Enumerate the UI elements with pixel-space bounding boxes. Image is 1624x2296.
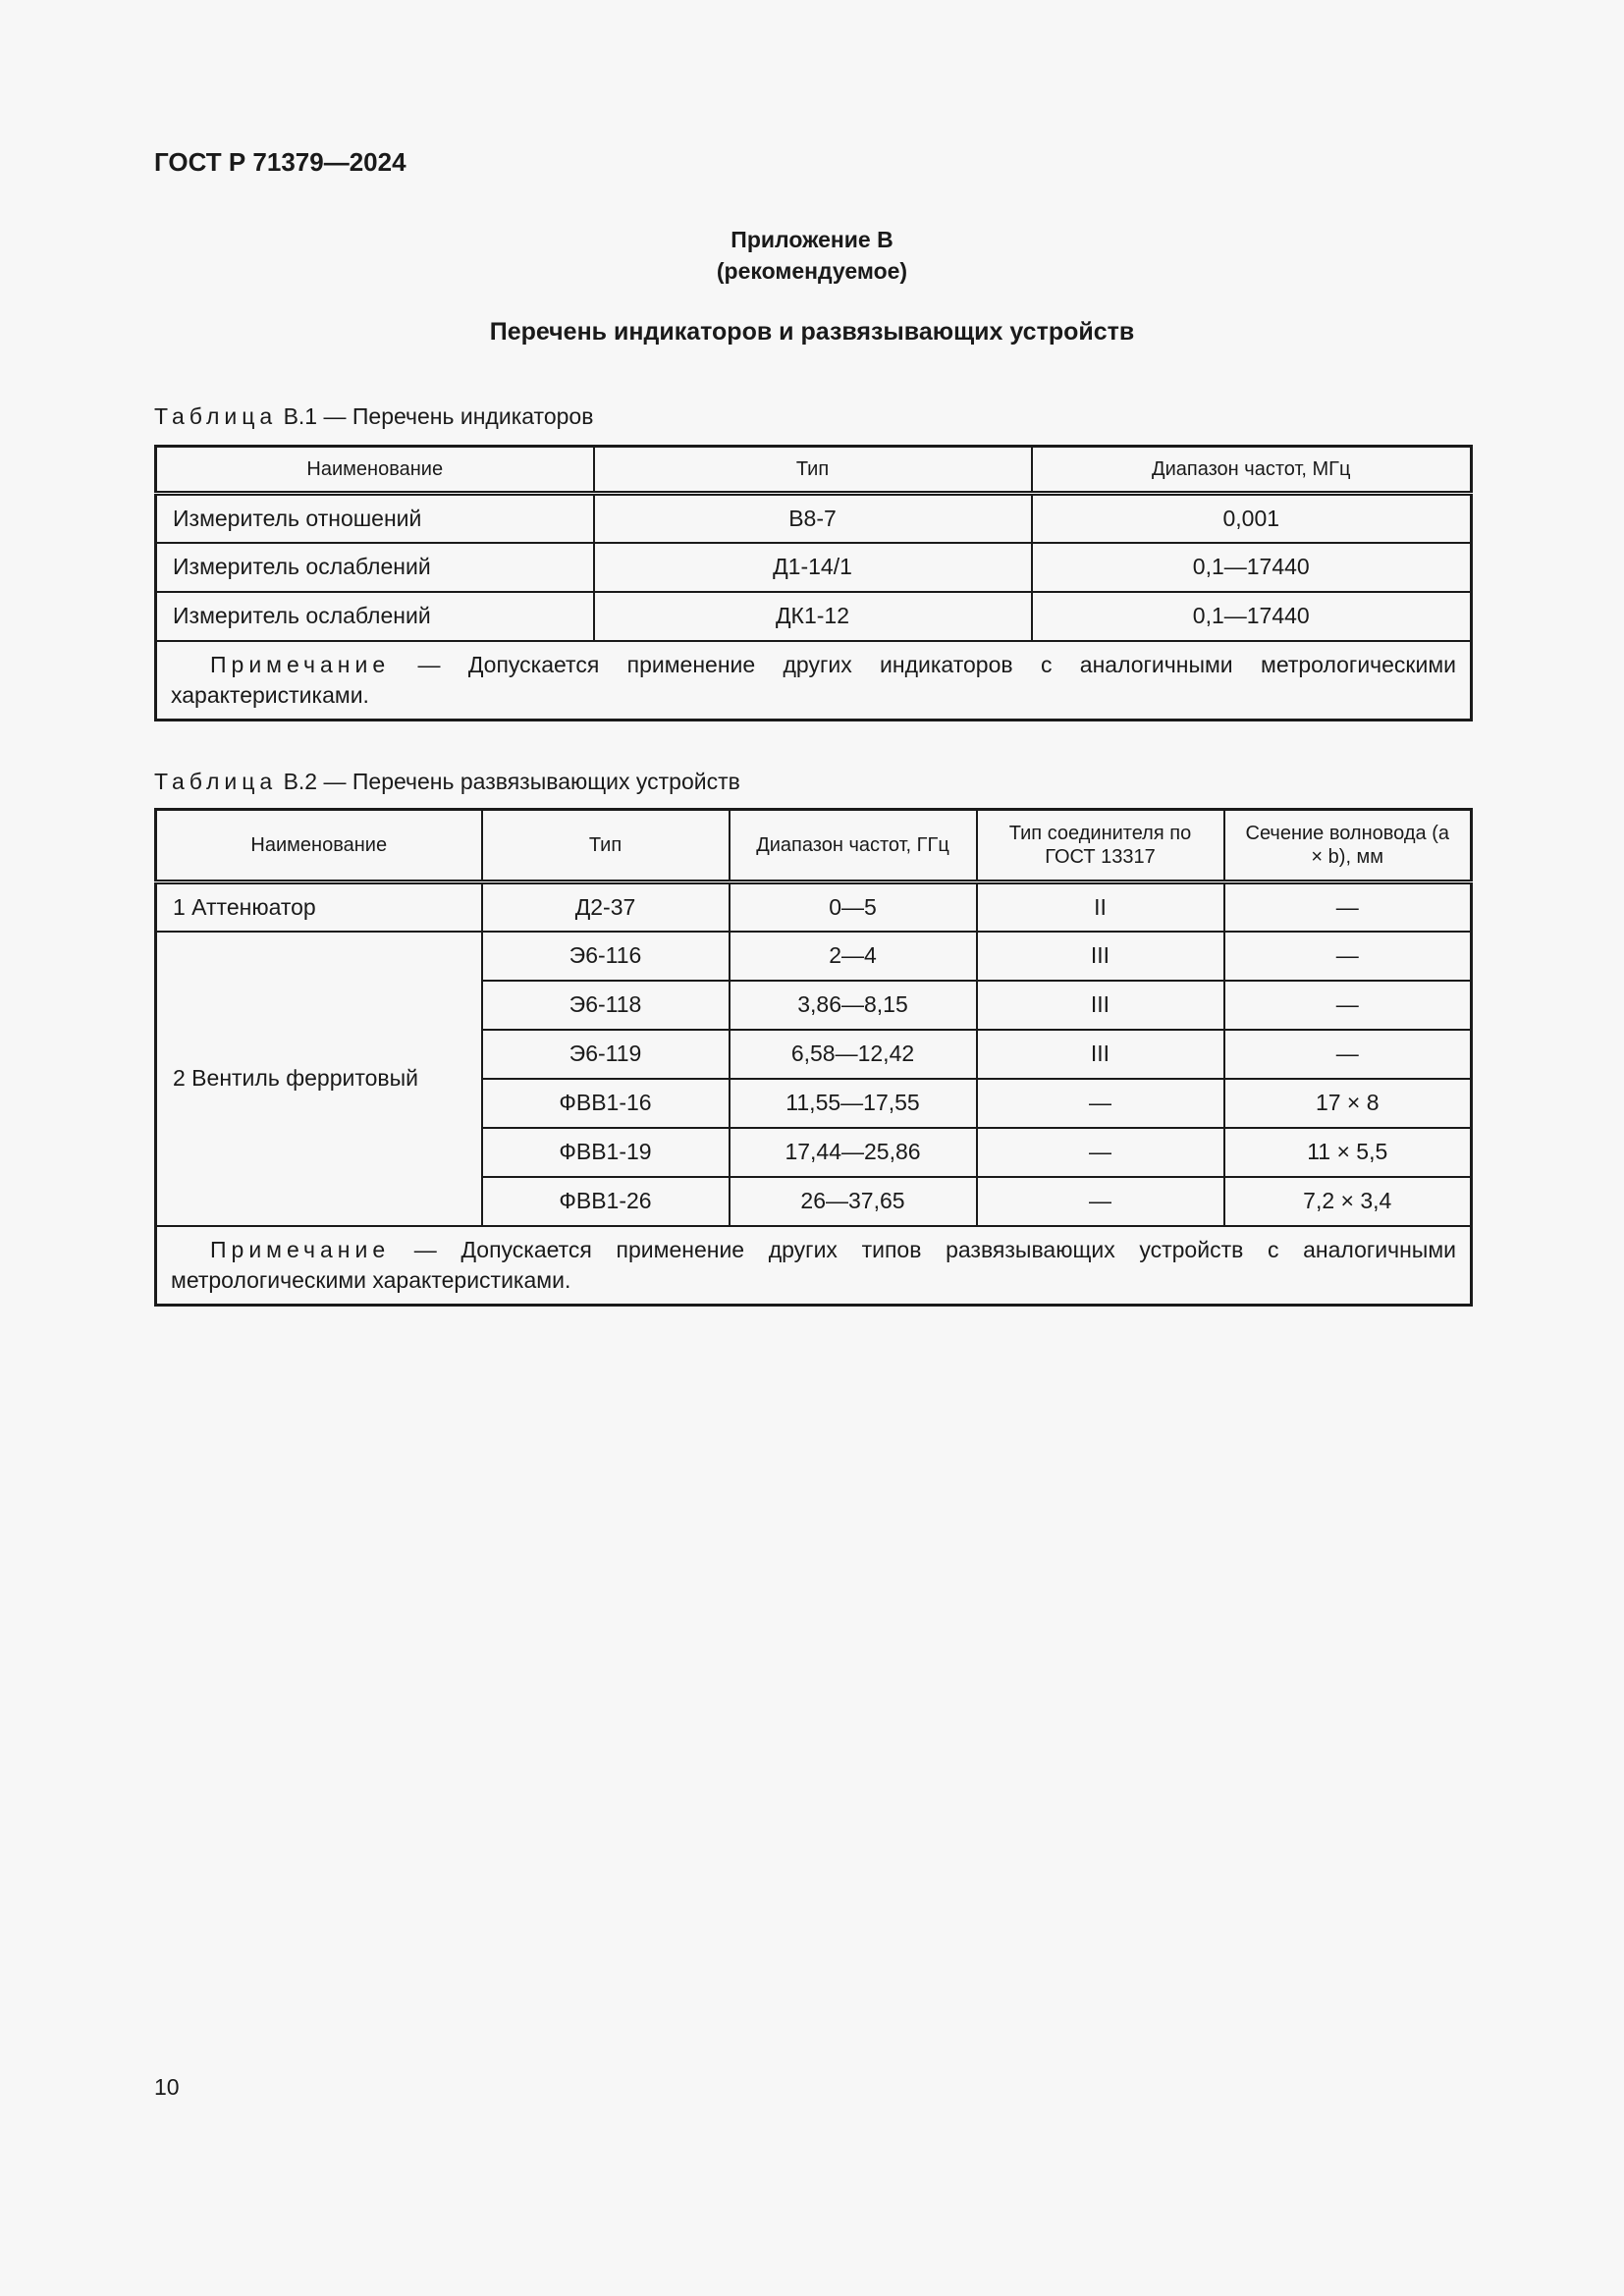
cell-section: — <box>1224 981 1472 1030</box>
table1-caption-text: В.1 — Перечень индикаторов <box>283 403 594 429</box>
column-header-waveguide-section: Сечение волновода (a × b), мм <box>1224 810 1472 882</box>
cell-frequency: 3,86—8,15 <box>730 981 977 1030</box>
cell-name: Измеритель отношений <box>156 494 594 543</box>
appendix-heading <box>0 224 1624 287</box>
cell-section: — <box>1224 1030 1472 1079</box>
cell-section: — <box>1224 932 1472 981</box>
cell-type: ДК1-12 <box>594 592 1032 641</box>
cell-connector: — <box>977 1079 1224 1128</box>
indicators-table <box>154 445 1473 721</box>
table-note-row <box>156 641 1472 721</box>
page-number: 10 <box>154 2074 180 2100</box>
cell-connector: — <box>977 1177 1224 1226</box>
cell-name: 1 Аттенюатор <box>156 882 482 932</box>
cell-section: — <box>1224 882 1472 932</box>
cell-type: ФВВ1-19 <box>482 1128 730 1177</box>
column-header-name: Наименование <box>156 810 482 882</box>
appendix-label: Приложение В <box>731 227 893 252</box>
cell-connector: — <box>977 1128 1224 1177</box>
cell-name: Измеритель ослаблений <box>156 592 594 641</box>
column-header-frequency-range: Диапазон частот, ГГц <box>730 810 977 882</box>
document-code: ГОСТ Р 71379—2024 <box>154 147 406 177</box>
column-header-type: Тип <box>594 447 1032 494</box>
note-label: Примечание <box>210 651 391 677</box>
cell-connector: III <box>977 981 1224 1030</box>
cell-type: ФВВ1-26 <box>482 1177 730 1226</box>
cell-frequency: 2—4 <box>730 932 977 981</box>
column-header-connector-type: Тип соединителя по ГОСТ 13317 <box>977 810 1224 882</box>
table-row <box>156 494 1472 543</box>
cell-name: Измеритель ослаблений <box>156 543 594 592</box>
table2-caption-prefix: Таблица <box>154 769 278 794</box>
table-header-row <box>156 447 1472 494</box>
column-header-name: Наименование <box>156 447 594 494</box>
table-row <box>156 882 1472 932</box>
cell-frequency: 0—5 <box>730 882 977 932</box>
cell-section: 11 × 5,5 <box>1224 1128 1472 1177</box>
appendix-title: Перечень индикаторов и развязывающих устройств <box>489 318 1135 346</box>
note-text: — Допускается применение других индикаторов с аналогичными метрологическими характеристиками. <box>171 651 1457 708</box>
column-header-type: Тип <box>482 810 730 882</box>
table-note <box>156 1226 1472 1306</box>
table2-caption-text: В.2 — Перечень развязывающих устройств <box>283 769 740 794</box>
cell-frequency: 17,44—25,86 <box>730 1128 977 1177</box>
cell-frequency: 26—37,65 <box>730 1177 977 1226</box>
cell-type: ФВВ1-16 <box>482 1079 730 1128</box>
table2-caption <box>154 769 740 795</box>
table-note <box>156 641 1472 721</box>
cell-type: Э6-119 <box>482 1030 730 1079</box>
cell-connector: II <box>977 882 1224 932</box>
cell-frequency: 6,58—12,42 <box>730 1030 977 1079</box>
cell-section: 7,2 × 3,4 <box>1224 1177 1472 1226</box>
cell-frequency: 0,1—17440 <box>1032 592 1472 641</box>
cell-type: Э6-118 <box>482 981 730 1030</box>
table-row <box>156 592 1472 641</box>
cell-connector: III <box>977 932 1224 981</box>
isolators-table <box>154 808 1473 1307</box>
cell-section: 17 × 8 <box>1224 1079 1472 1128</box>
cell-name-merged: 2 Вентиль ферритовый <box>156 932 482 1226</box>
table-note-row <box>156 1226 1472 1306</box>
table-header-row <box>156 810 1472 882</box>
cell-frequency: 11,55—17,55 <box>730 1079 977 1128</box>
note-text: — Допускается применение других типов развязывающих устройств с аналогичными метрологическими характеристиками. <box>171 1236 1457 1293</box>
column-header-frequency-range: Диапазон частот, МГц <box>1032 447 1472 494</box>
cell-frequency: 0,001 <box>1032 494 1472 543</box>
cell-type: Д1-14/1 <box>594 543 1032 592</box>
cell-frequency: 0,1—17440 <box>1032 543 1472 592</box>
cell-type: Э6-116 <box>482 932 730 981</box>
note-label: Примечание <box>210 1236 391 1262</box>
table-row <box>156 543 1472 592</box>
table1-caption-prefix: Таблица <box>154 403 278 429</box>
table1-caption <box>154 403 593 430</box>
appendix-status: (рекомендуемое) <box>716 258 908 284</box>
cell-connector: III <box>977 1030 1224 1079</box>
cell-type: В8-7 <box>594 494 1032 543</box>
cell-type: Д2-37 <box>482 882 730 932</box>
table-row <box>156 932 1472 981</box>
